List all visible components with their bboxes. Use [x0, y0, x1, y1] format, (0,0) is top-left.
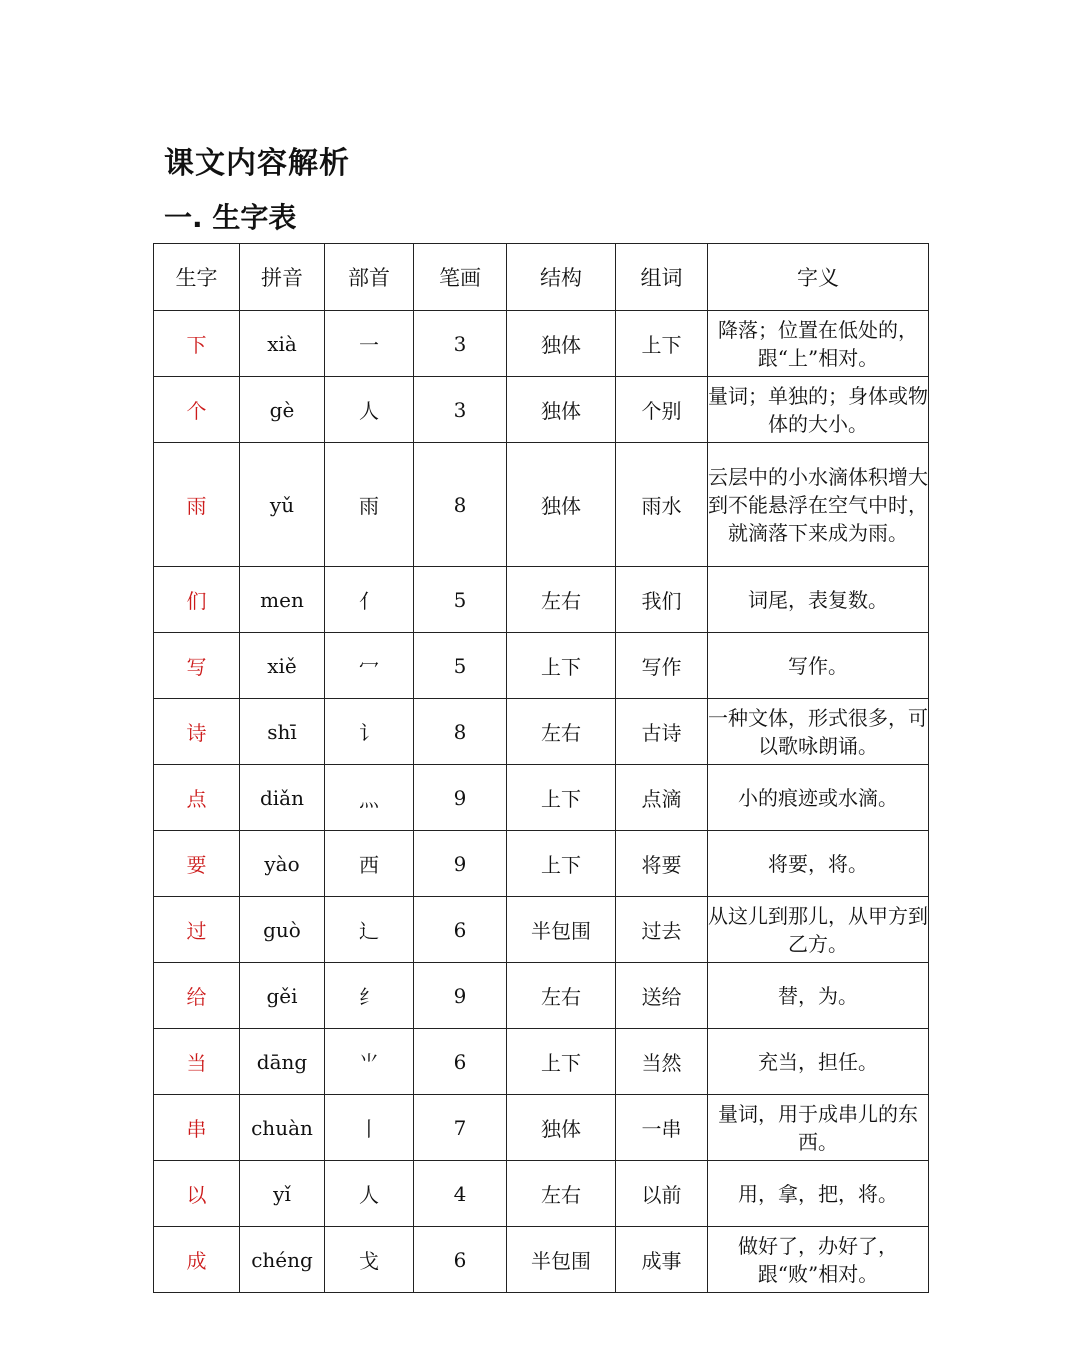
cell-char: 个 — [154, 377, 240, 443]
table-row — [154, 1161, 929, 1227]
cell-radical: 一 — [325, 311, 414, 377]
table-row — [154, 831, 929, 897]
cell-radical: 冖 — [325, 633, 414, 699]
cell-meaning: 降落；位置在低处的，跟“上”相对。 — [708, 311, 929, 377]
cell-char: 当 — [154, 1029, 240, 1095]
cell-pinyin: yǔ — [240, 443, 325, 567]
cell-char: 过 — [154, 897, 240, 963]
cell-meaning: 量词，用于成串儿的东西。 — [708, 1095, 929, 1161]
cell-strokes: 5 — [414, 567, 507, 633]
cell-char: 给 — [154, 963, 240, 1029]
cell-strokes: 6 — [414, 1227, 507, 1293]
cell-strokes: 7 — [414, 1095, 507, 1161]
cell-word: 以前 — [616, 1161, 708, 1227]
cell-word: 写作 — [616, 633, 708, 699]
table-row — [154, 311, 929, 377]
cell-strokes: 9 — [414, 765, 507, 831]
cell-meaning: 写作。 — [708, 633, 929, 699]
cell-structure: 独体 — [507, 443, 616, 567]
cell-char: 点 — [154, 765, 240, 831]
cell-char: 下 — [154, 311, 240, 377]
cell-structure: 左右 — [507, 963, 616, 1029]
cell-pinyin: diǎn — [240, 765, 325, 831]
cell-char: 串 — [154, 1095, 240, 1161]
cell-structure: 独体 — [507, 377, 616, 443]
cell-word: 雨水 — [616, 443, 708, 567]
table-row — [154, 377, 929, 443]
cell-pinyin: xià — [240, 311, 325, 377]
cell-radical: ⺌ — [325, 1029, 414, 1095]
table-row — [154, 567, 929, 633]
cell-radical: 纟 — [325, 963, 414, 1029]
cell-meaning: 替，为。 — [708, 963, 929, 1029]
cell-meaning: 量词；单独的；身体或物体的大小。 — [708, 377, 929, 443]
cell-pinyin: chéng — [240, 1227, 325, 1293]
cell-meaning: 小的痕迹或水滴。 — [708, 765, 929, 831]
cell-pinyin: yào — [240, 831, 325, 897]
cell-meaning: 从这儿到那儿，从甲方到乙方。 — [708, 897, 929, 963]
header-structure: 结构 — [507, 244, 616, 311]
cell-word: 个别 — [616, 377, 708, 443]
cell-strokes: 6 — [414, 1029, 507, 1095]
cell-strokes: 4 — [414, 1161, 507, 1227]
cell-word: 点滴 — [616, 765, 708, 831]
cell-meaning: 用，拿，把，将。 — [708, 1161, 929, 1227]
cell-radical: 讠 — [325, 699, 414, 765]
cell-char: 们 — [154, 567, 240, 633]
cell-pinyin: xiě — [240, 633, 325, 699]
cell-meaning: 云层中的小水滴体积增大到不能悬浮在空气中时，就滴落下来成为雨。 — [708, 443, 929, 567]
cell-strokes: 8 — [414, 443, 507, 567]
cell-structure: 上下 — [507, 1029, 616, 1095]
table-row — [154, 963, 929, 1029]
cell-structure: 左右 — [507, 699, 616, 765]
cell-char: 成 — [154, 1227, 240, 1293]
cell-word: 上下 — [616, 311, 708, 377]
cell-pinyin: chuàn — [240, 1095, 325, 1161]
cell-structure: 上下 — [507, 831, 616, 897]
cell-word: 将要 — [616, 831, 708, 897]
header-pinyin: 拼音 — [240, 244, 325, 311]
cell-meaning: 充当，担任。 — [708, 1029, 929, 1095]
cell-word: 成事 — [616, 1227, 708, 1293]
cell-pinyin: guò — [240, 897, 325, 963]
cell-char: 写 — [154, 633, 240, 699]
cell-pinyin: yǐ — [240, 1161, 325, 1227]
table-row — [154, 633, 929, 699]
cell-structure: 左右 — [507, 567, 616, 633]
cell-char: 诗 — [154, 699, 240, 765]
table-row — [154, 1029, 929, 1095]
cell-meaning: 做好了，办好了，跟“败”相对。 — [708, 1227, 929, 1293]
cell-strokes: 3 — [414, 377, 507, 443]
cell-char: 雨 — [154, 443, 240, 567]
cell-word: 一串 — [616, 1095, 708, 1161]
table-header-row — [154, 244, 929, 311]
cell-char: 要 — [154, 831, 240, 897]
cell-radical: 西 — [325, 831, 414, 897]
table-row — [154, 1227, 929, 1293]
cell-strokes: 3 — [414, 311, 507, 377]
header-radical: 部首 — [325, 244, 414, 311]
cell-structure: 半包围 — [507, 1227, 616, 1293]
cell-radical: 戈 — [325, 1227, 414, 1293]
cell-word: 我们 — [616, 567, 708, 633]
cell-radical: 人 — [325, 377, 414, 443]
cell-pinyin: gè — [240, 377, 325, 443]
cell-strokes: 6 — [414, 897, 507, 963]
header-meaning: 字义 — [708, 244, 929, 311]
cell-radical: 亻 — [325, 567, 414, 633]
cell-pinyin: shī — [240, 699, 325, 765]
vocabulary-table — [153, 243, 929, 1293]
header-word: 组词 — [616, 244, 708, 311]
cell-pinyin: men — [240, 567, 325, 633]
cell-radical: 雨 — [325, 443, 414, 567]
table-row — [154, 699, 929, 765]
table-row — [154, 897, 929, 963]
cell-meaning: 一种文体，形式很多，可以歌咏朗诵。 — [708, 699, 929, 765]
page-heading: 课文内容解析 — [164, 146, 350, 181]
cell-radical: 辶 — [325, 897, 414, 963]
cell-radical: 灬 — [325, 765, 414, 831]
cell-char: 以 — [154, 1161, 240, 1227]
cell-word: 过去 — [616, 897, 708, 963]
cell-structure: 上下 — [507, 765, 616, 831]
table-row — [154, 443, 929, 567]
cell-structure: 独体 — [507, 1095, 616, 1161]
cell-structure: 半包围 — [507, 897, 616, 963]
cell-radical: 丨 — [325, 1095, 414, 1161]
cell-pinyin: gěi — [240, 963, 325, 1029]
cell-strokes: 8 — [414, 699, 507, 765]
cell-word: 送给 — [616, 963, 708, 1029]
cell-word: 当然 — [616, 1029, 708, 1095]
header-char: 生字 — [154, 244, 240, 311]
cell-structure: 独体 — [507, 311, 616, 377]
cell-word: 古诗 — [616, 699, 708, 765]
header-strokes: 笔画 — [414, 244, 507, 311]
section-title: 一. 生字表 — [164, 201, 297, 234]
cell-structure: 上下 — [507, 633, 616, 699]
table-row — [154, 765, 929, 831]
cell-meaning: 词尾，表复数。 — [708, 567, 929, 633]
table-row — [154, 1095, 929, 1161]
cell-radical: 人 — [325, 1161, 414, 1227]
cell-strokes: 9 — [414, 831, 507, 897]
cell-strokes: 5 — [414, 633, 507, 699]
cell-strokes: 9 — [414, 963, 507, 1029]
cell-structure: 左右 — [507, 1161, 616, 1227]
cell-meaning: 将要，将。 — [708, 831, 929, 897]
cell-pinyin: dāng — [240, 1029, 325, 1095]
